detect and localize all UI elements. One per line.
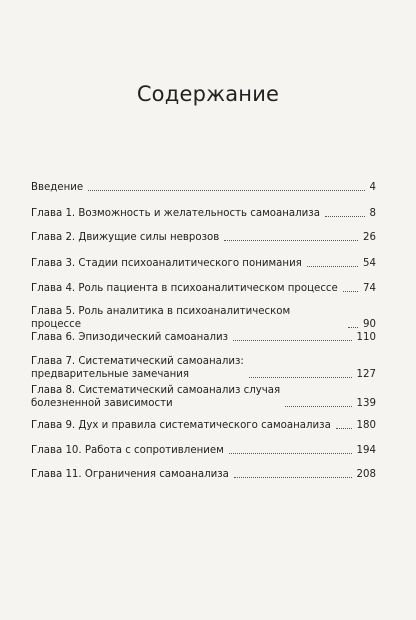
toc-entry-page: 208 <box>356 469 376 480</box>
toc-entry-title: Глава 11. Ограничения самоанализа <box>31 469 229 480</box>
toc-dot-leader <box>249 377 352 378</box>
toc-entry-page: 90 <box>363 319 376 330</box>
toc-dot-leader <box>336 428 352 429</box>
toc-entry <box>31 419 376 432</box>
toc-entry <box>31 384 376 410</box>
toc-entry-page: 26 <box>363 232 376 243</box>
toc-entry-page: 54 <box>363 258 376 269</box>
toc-entry-title: Глава 2. Движущие силы неврозов <box>31 232 220 243</box>
toc-dot-leader <box>307 266 358 267</box>
toc-entry-page: 74 <box>363 283 376 294</box>
toc-entry <box>31 282 376 295</box>
toc-entry <box>31 468 376 481</box>
toc-entry <box>31 305 376 331</box>
toc-entry-title: Глава 6. Эпизодический самоанализ <box>31 332 229 343</box>
toc-entry-title: Глава 4. Роль пациента в психоаналитическом процессе <box>31 283 338 294</box>
toc-dot-leader <box>325 216 365 217</box>
toc-dot-leader <box>233 340 351 341</box>
toc-entry <box>31 181 376 194</box>
toc-dot-leader <box>343 291 358 292</box>
toc-dot-leader <box>234 477 352 478</box>
toc-entry-title: Глава 3. Стадии психоаналитического понимания <box>31 258 302 269</box>
toc-dot-leader <box>229 453 352 454</box>
toc-entry-page: 139 <box>356 398 376 409</box>
toc-entry-title: Глава 5. Роль аналитика в психоаналитическом процессе <box>31 306 291 330</box>
toc-entry <box>31 207 376 220</box>
toc-entry-title: Глава 7. Систематический самоанализ: предварительные замечания <box>31 356 244 380</box>
page-title: Содержание <box>136 82 280 107</box>
toc-entry-title: Глава 10. Работа с сопротивлением <box>31 445 224 456</box>
toc-dot-leader <box>285 406 351 407</box>
toc-entry <box>31 355 376 381</box>
toc-entry <box>31 444 376 457</box>
toc-entry-page: 127 <box>356 369 376 380</box>
toc-entry-title: Глава 9. Дух и правила систематического самоанализа <box>31 420 331 431</box>
toc-dot-leader <box>88 190 364 191</box>
toc-dot-leader <box>224 240 358 241</box>
toc-entry-page: 8 <box>369 208 376 219</box>
toc-entry-page: 4 <box>369 182 376 193</box>
toc-entry-page: 110 <box>356 332 376 343</box>
toc-entry-page: 194 <box>356 445 376 456</box>
toc-entry-title: Введение <box>31 182 84 193</box>
toc-entry <box>31 257 376 270</box>
toc-entry <box>31 331 376 344</box>
toc-dot-leader <box>348 327 358 328</box>
toc-entry <box>31 231 376 244</box>
toc-entry-title: Глава 8. Систематический самоанализ случая болезненной зависимости <box>31 385 281 409</box>
toc-entry-page: 180 <box>356 420 376 431</box>
toc-entry-title: Глава 1. Возможность и желательность самоанализа <box>31 208 320 219</box>
